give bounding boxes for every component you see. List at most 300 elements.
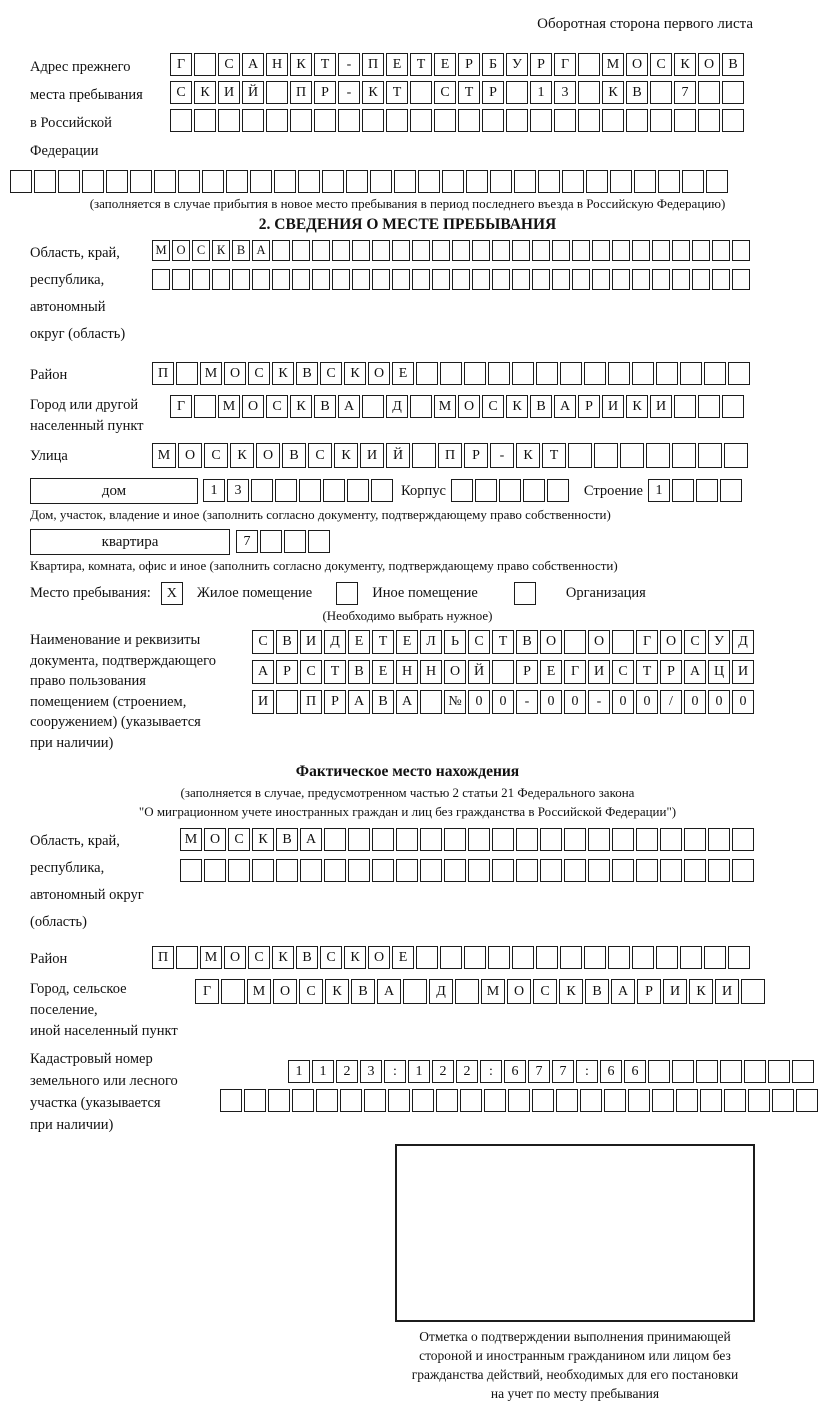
char-box[interactable]: [212, 269, 230, 290]
char-box[interactable]: Й: [468, 660, 490, 684]
char-box[interactable]: В: [232, 240, 250, 261]
char-box[interactable]: [403, 979, 427, 1004]
char-box[interactable]: :: [576, 1060, 598, 1083]
char-box[interactable]: [698, 395, 720, 418]
char-box[interactable]: Е: [392, 946, 414, 969]
char-box[interactable]: [672, 269, 690, 290]
char-box[interactable]: К: [506, 395, 528, 418]
char-box[interactable]: К: [272, 362, 294, 385]
char-box[interactable]: Р: [464, 443, 488, 468]
char-box[interactable]: [506, 81, 528, 104]
char-box[interactable]: Е: [434, 53, 456, 76]
char-box[interactable]: О: [273, 979, 297, 1004]
char-box[interactable]: Р: [276, 660, 298, 684]
char-box[interactable]: [250, 170, 272, 193]
char-box[interactable]: С: [204, 443, 228, 468]
char-box[interactable]: [532, 240, 550, 261]
char-box[interactable]: [180, 859, 202, 882]
char-box[interactable]: О: [626, 53, 648, 76]
char-box[interactable]: [578, 81, 600, 104]
char-box[interactable]: Т: [492, 630, 514, 654]
char-box[interactable]: [266, 109, 288, 132]
char-box[interactable]: [732, 269, 750, 290]
char-box[interactable]: С: [320, 946, 342, 969]
char-box[interactable]: [564, 859, 586, 882]
char-box[interactable]: [584, 362, 606, 385]
char-box[interactable]: [696, 1060, 718, 1083]
char-box[interactable]: -: [338, 53, 360, 76]
char-box[interactable]: [656, 362, 678, 385]
char-box[interactable]: Ь: [444, 630, 466, 654]
char-box[interactable]: О: [588, 630, 610, 654]
char-box[interactable]: [492, 859, 514, 882]
char-box[interactable]: Г: [195, 979, 219, 1004]
char-box[interactable]: [300, 859, 322, 882]
char-box[interactable]: А: [377, 979, 401, 1004]
char-box[interactable]: [648, 1060, 670, 1083]
char-box[interactable]: [523, 479, 545, 502]
char-box[interactable]: 7: [528, 1060, 550, 1083]
char-box[interactable]: [586, 170, 608, 193]
char-box[interactable]: №: [444, 690, 466, 714]
char-box[interactable]: С: [320, 362, 342, 385]
char-box[interactable]: [512, 946, 534, 969]
char-box[interactable]: [332, 269, 350, 290]
char-box[interactable]: К: [559, 979, 583, 1004]
char-box[interactable]: 0: [468, 690, 490, 714]
char-box[interactable]: [484, 1089, 506, 1112]
char-box[interactable]: [251, 479, 273, 502]
char-box[interactable]: [704, 362, 726, 385]
char-box[interactable]: [170, 109, 192, 132]
char-box[interactable]: [410, 109, 432, 132]
char-box[interactable]: У: [708, 630, 730, 654]
char-box[interactable]: [10, 170, 32, 193]
checkbox-inoe[interactable]: [336, 582, 358, 605]
char-box[interactable]: [396, 828, 418, 851]
char-box[interactable]: [492, 269, 510, 290]
char-box[interactable]: В: [314, 395, 336, 418]
char-box[interactable]: Р: [660, 660, 682, 684]
char-box[interactable]: И: [602, 395, 624, 418]
char-box[interactable]: О: [368, 946, 390, 969]
char-box[interactable]: [652, 269, 670, 290]
char-box[interactable]: [492, 660, 514, 684]
char-box[interactable]: [608, 362, 630, 385]
char-box[interactable]: [652, 240, 670, 261]
char-box[interactable]: К: [230, 443, 254, 468]
char-box[interactable]: [324, 828, 346, 851]
char-box[interactable]: [452, 240, 470, 261]
char-box[interactable]: Е: [372, 660, 394, 684]
char-box[interactable]: [680, 362, 702, 385]
char-box[interactable]: [506, 109, 528, 132]
char-box[interactable]: 0: [540, 690, 562, 714]
char-box[interactable]: -: [516, 690, 538, 714]
char-box[interactable]: 1: [408, 1060, 430, 1083]
char-box[interactable]: [176, 946, 198, 969]
char-box[interactable]: [412, 1089, 434, 1112]
char-box[interactable]: [268, 1089, 290, 1112]
char-box[interactable]: С: [468, 630, 490, 654]
char-box[interactable]: 3: [360, 1060, 382, 1083]
char-box[interactable]: [632, 269, 650, 290]
char-box[interactable]: П: [300, 690, 322, 714]
char-box[interactable]: С: [192, 240, 210, 261]
char-box[interactable]: 7: [674, 81, 696, 104]
char-box[interactable]: 1: [288, 1060, 310, 1083]
char-box[interactable]: [612, 828, 634, 851]
char-box[interactable]: К: [252, 828, 274, 851]
char-box[interactable]: [610, 170, 632, 193]
char-box[interactable]: [472, 269, 490, 290]
char-box[interactable]: [712, 240, 730, 261]
char-box[interactable]: Г: [554, 53, 576, 76]
char-box[interactable]: [346, 170, 368, 193]
char-box[interactable]: 6: [600, 1060, 622, 1083]
char-box[interactable]: М: [200, 946, 222, 969]
char-box[interactable]: [676, 1089, 698, 1112]
char-box[interactable]: [692, 240, 710, 261]
char-box[interactable]: А: [684, 660, 706, 684]
char-box[interactable]: В: [351, 979, 375, 1004]
char-box[interactable]: [455, 979, 479, 1004]
char-box[interactable]: [154, 170, 176, 193]
char-box[interactable]: [372, 240, 390, 261]
char-box[interactable]: Р: [530, 53, 552, 76]
char-box[interactable]: [372, 828, 394, 851]
char-box[interactable]: [634, 170, 656, 193]
char-box[interactable]: [612, 630, 634, 654]
char-box[interactable]: [466, 170, 488, 193]
char-box[interactable]: [312, 269, 330, 290]
char-box[interactable]: [632, 362, 654, 385]
char-box[interactable]: [490, 170, 512, 193]
char-box[interactable]: Н: [266, 53, 288, 76]
char-box[interactable]: 3: [227, 479, 249, 502]
char-box[interactable]: [82, 170, 104, 193]
char-box[interactable]: К: [626, 395, 648, 418]
char-box[interactable]: [352, 269, 370, 290]
char-box[interactable]: [700, 1089, 722, 1112]
char-box[interactable]: [444, 828, 466, 851]
char-box[interactable]: К: [674, 53, 696, 76]
char-box[interactable]: О: [698, 53, 720, 76]
char-box[interactable]: [440, 362, 462, 385]
char-box[interactable]: В: [276, 828, 298, 851]
char-box[interactable]: Д: [386, 395, 408, 418]
char-box[interactable]: [698, 109, 720, 132]
char-box[interactable]: О: [507, 979, 531, 1004]
char-box[interactable]: [540, 828, 562, 851]
char-box[interactable]: [720, 1060, 742, 1083]
char-box[interactable]: [672, 240, 690, 261]
char-box[interactable]: [552, 269, 570, 290]
char-box[interactable]: В: [348, 660, 370, 684]
char-box[interactable]: 2: [336, 1060, 358, 1083]
char-box[interactable]: [152, 269, 170, 290]
char-box[interactable]: [552, 240, 570, 261]
char-box[interactable]: [560, 362, 582, 385]
char-box[interactable]: [324, 859, 346, 882]
char-box[interactable]: Е: [392, 362, 414, 385]
char-box[interactable]: [204, 859, 226, 882]
char-box[interactable]: [572, 269, 590, 290]
char-box[interactable]: /: [660, 690, 682, 714]
char-box[interactable]: Т: [636, 660, 658, 684]
char-box[interactable]: 3: [554, 81, 576, 104]
checkbox-org[interactable]: [514, 582, 536, 605]
char-box[interactable]: [672, 479, 694, 502]
char-box[interactable]: [684, 828, 706, 851]
char-box[interactable]: [684, 859, 706, 882]
char-box[interactable]: О: [224, 946, 246, 969]
char-box[interactable]: [532, 269, 550, 290]
char-box[interactable]: [348, 859, 370, 882]
char-box[interactable]: Р: [458, 53, 480, 76]
char-box[interactable]: 1: [530, 81, 552, 104]
char-box[interactable]: [394, 170, 416, 193]
char-box[interactable]: [130, 170, 152, 193]
char-box[interactable]: Т: [372, 630, 394, 654]
char-box[interactable]: [628, 1089, 650, 1112]
char-box[interactable]: У: [506, 53, 528, 76]
char-box[interactable]: [741, 979, 765, 1004]
char-box[interactable]: И: [252, 690, 274, 714]
char-box[interactable]: [412, 443, 436, 468]
char-box[interactable]: С: [248, 946, 270, 969]
char-box[interactable]: [620, 443, 644, 468]
char-box[interactable]: [58, 170, 80, 193]
char-box[interactable]: К: [362, 81, 384, 104]
char-box[interactable]: М: [218, 395, 240, 418]
char-box[interactable]: [362, 109, 384, 132]
char-box[interactable]: Е: [348, 630, 370, 654]
char-box[interactable]: И: [663, 979, 687, 1004]
char-box[interactable]: [732, 240, 750, 261]
char-box[interactable]: [608, 946, 630, 969]
char-box[interactable]: И: [650, 395, 672, 418]
char-box[interactable]: К: [212, 240, 230, 261]
char-box[interactable]: :: [480, 1060, 502, 1083]
char-box[interactable]: О: [660, 630, 682, 654]
char-box[interactable]: [568, 443, 592, 468]
char-box[interactable]: 1: [312, 1060, 334, 1083]
char-box[interactable]: 0: [636, 690, 658, 714]
char-box[interactable]: П: [152, 362, 174, 385]
char-box[interactable]: К: [344, 946, 366, 969]
char-box[interactable]: [276, 690, 298, 714]
char-box[interactable]: В: [722, 53, 744, 76]
char-box[interactable]: [720, 479, 742, 502]
char-box[interactable]: С: [218, 53, 240, 76]
char-box[interactable]: [594, 443, 618, 468]
char-box[interactable]: А: [252, 660, 274, 684]
char-box[interactable]: С: [299, 979, 323, 1004]
char-box[interactable]: [412, 240, 430, 261]
char-box[interactable]: [536, 946, 558, 969]
char-box[interactable]: А: [338, 395, 360, 418]
char-box[interactable]: М: [200, 362, 222, 385]
char-box[interactable]: [682, 170, 704, 193]
char-box[interactable]: [332, 240, 350, 261]
char-box[interactable]: Е: [386, 53, 408, 76]
char-box[interactable]: [722, 395, 744, 418]
char-box[interactable]: Е: [540, 660, 562, 684]
char-box[interactable]: И: [588, 660, 610, 684]
char-box[interactable]: 6: [504, 1060, 526, 1083]
char-box[interactable]: Г: [170, 395, 192, 418]
char-box[interactable]: [796, 1089, 818, 1112]
char-box[interactable]: [410, 81, 432, 104]
checkbox-zhiloe[interactable]: X: [161, 582, 183, 605]
char-box[interactable]: [512, 240, 530, 261]
char-box[interactable]: [792, 1060, 814, 1083]
char-box[interactable]: М: [152, 240, 170, 261]
char-box[interactable]: А: [300, 828, 322, 851]
char-box[interactable]: [221, 979, 245, 1004]
char-box[interactable]: [172, 269, 190, 290]
char-box[interactable]: [508, 1089, 530, 1112]
char-box[interactable]: [584, 946, 606, 969]
char-box[interactable]: [34, 170, 56, 193]
char-box[interactable]: С: [308, 443, 332, 468]
char-box[interactable]: 7: [236, 530, 258, 553]
char-box[interactable]: [202, 170, 224, 193]
char-box[interactable]: [602, 109, 624, 132]
char-box[interactable]: [540, 859, 562, 882]
char-box[interactable]: О: [444, 660, 466, 684]
char-box[interactable]: [704, 946, 726, 969]
char-box[interactable]: [660, 828, 682, 851]
char-box[interactable]: [460, 1089, 482, 1112]
char-box[interactable]: [728, 946, 750, 969]
char-box[interactable]: В: [282, 443, 306, 468]
char-box[interactable]: [512, 362, 534, 385]
char-box[interactable]: [706, 170, 728, 193]
char-box[interactable]: [560, 946, 582, 969]
char-box[interactable]: [556, 1089, 578, 1112]
char-box[interactable]: О: [204, 828, 226, 851]
char-box[interactable]: Н: [396, 660, 418, 684]
char-box[interactable]: [347, 479, 369, 502]
char-box[interactable]: [452, 269, 470, 290]
char-box[interactable]: Р: [578, 395, 600, 418]
char-box[interactable]: [696, 479, 718, 502]
char-box[interactable]: [547, 479, 569, 502]
char-box[interactable]: К: [516, 443, 540, 468]
char-box[interactable]: [604, 1089, 626, 1112]
char-box[interactable]: А: [348, 690, 370, 714]
char-box[interactable]: [772, 1089, 794, 1112]
char-box[interactable]: В: [516, 630, 538, 654]
char-box[interactable]: [372, 269, 390, 290]
char-box[interactable]: [266, 81, 288, 104]
char-box[interactable]: [472, 240, 490, 261]
char-box[interactable]: [626, 109, 648, 132]
char-box[interactable]: [708, 859, 730, 882]
char-box[interactable]: [386, 109, 408, 132]
char-box[interactable]: [290, 109, 312, 132]
char-box[interactable]: [650, 81, 672, 104]
char-box[interactable]: [420, 859, 442, 882]
char-box[interactable]: [698, 443, 722, 468]
char-box[interactable]: К: [272, 946, 294, 969]
char-box[interactable]: [434, 109, 456, 132]
char-box[interactable]: [674, 395, 696, 418]
char-box[interactable]: [308, 530, 330, 553]
char-box[interactable]: [220, 1089, 242, 1112]
char-box[interactable]: [372, 859, 394, 882]
char-box[interactable]: П: [290, 81, 312, 104]
char-box[interactable]: Т: [458, 81, 480, 104]
char-box[interactable]: К: [290, 53, 312, 76]
char-box[interactable]: В: [585, 979, 609, 1004]
char-box[interactable]: Г: [170, 53, 192, 76]
char-box[interactable]: С: [228, 828, 250, 851]
char-box[interactable]: П: [438, 443, 462, 468]
char-box[interactable]: [299, 479, 321, 502]
char-box[interactable]: А: [242, 53, 264, 76]
char-box[interactable]: [371, 479, 393, 502]
char-box[interactable]: К: [290, 395, 312, 418]
char-box[interactable]: [712, 269, 730, 290]
char-box[interactable]: Д: [732, 630, 754, 654]
char-box[interactable]: С: [300, 660, 322, 684]
char-box[interactable]: [420, 828, 442, 851]
char-box[interactable]: [412, 269, 430, 290]
char-box[interactable]: [370, 170, 392, 193]
char-box[interactable]: [232, 269, 250, 290]
char-box[interactable]: [362, 395, 384, 418]
char-box[interactable]: О: [540, 630, 562, 654]
char-box[interactable]: [708, 828, 730, 851]
char-box[interactable]: [698, 81, 720, 104]
char-box[interactable]: Р: [637, 979, 661, 1004]
char-box[interactable]: [322, 170, 344, 193]
char-box[interactable]: Е: [396, 630, 418, 654]
char-box[interactable]: [652, 1089, 674, 1112]
char-box[interactable]: [748, 1089, 770, 1112]
char-box[interactable]: [468, 859, 490, 882]
char-box[interactable]: В: [296, 946, 318, 969]
char-box[interactable]: С: [266, 395, 288, 418]
char-box[interactable]: [252, 269, 270, 290]
char-box[interactable]: [592, 269, 610, 290]
char-box[interactable]: [564, 828, 586, 851]
char-box[interactable]: [416, 362, 438, 385]
char-box[interactable]: С: [170, 81, 192, 104]
char-box[interactable]: С: [482, 395, 504, 418]
char-box[interactable]: Т: [542, 443, 566, 468]
char-box[interactable]: М: [247, 979, 271, 1004]
char-box[interactable]: [572, 240, 590, 261]
char-box[interactable]: [732, 828, 754, 851]
char-box[interactable]: О: [224, 362, 246, 385]
char-box[interactable]: [636, 828, 658, 851]
char-box[interactable]: [392, 269, 410, 290]
char-box[interactable]: [244, 1089, 266, 1112]
char-box[interactable]: [464, 362, 486, 385]
char-box[interactable]: [514, 170, 536, 193]
char-box[interactable]: Р: [516, 660, 538, 684]
char-box[interactable]: [592, 240, 610, 261]
char-box[interactable]: О: [368, 362, 390, 385]
char-box[interactable]: [488, 946, 510, 969]
char-box[interactable]: [512, 269, 530, 290]
char-box[interactable]: О: [178, 443, 202, 468]
char-box[interactable]: [468, 828, 490, 851]
